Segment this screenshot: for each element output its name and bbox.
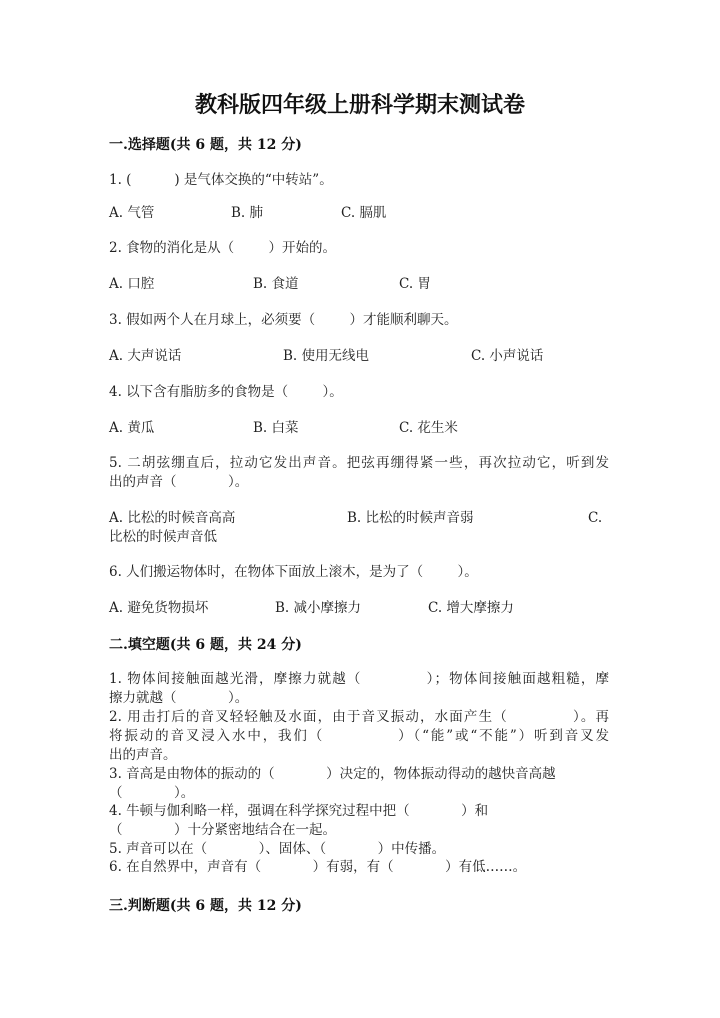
fill-line: （ ）。: [109, 785, 195, 801]
option-c: C. 膈肌: [341, 205, 387, 221]
option-c: C. 增大摩擦力: [428, 600, 514, 616]
fill-line: 6. 在自然界中，声音有（ ）有弱，有（ ）有低……。: [109, 859, 527, 875]
fill-line: 5. 声音可以在（ ）、固体、（ ）中传播。: [109, 841, 446, 857]
option-b: B. 白菜: [253, 420, 299, 436]
option-a: A. 口腔: [109, 276, 155, 292]
option-b: B. 比松的时候声音弱: [347, 510, 474, 526]
page-title: 教科版四年级上册科学期末测试卷: [194, 93, 525, 118]
option-b: B. 使用无线电: [283, 348, 370, 364]
question-stem: 3. 假如两个人在月球上，必须要（ ）才能顺利聊天。: [109, 312, 458, 328]
fill-line: 擦力就越（ ）。: [109, 690, 249, 706]
option-a: A. 黄瓜: [109, 420, 155, 436]
question-stem: 2. 食物的消化是从（ ）开始的。: [109, 240, 337, 256]
option-a: A. 避免货物损坏: [109, 600, 209, 616]
option-b: B. 食道: [253, 276, 299, 292]
question-stem-cont: 出的声音（ ）。: [109, 474, 249, 490]
fill-line: 出的声音。: [109, 747, 177, 763]
option-b: B. 减小摩擦力: [275, 600, 362, 616]
option-a: A. 大声说话: [109, 348, 182, 364]
section-heading-fill: 二.填空题(共 6 题，共 24 分): [109, 637, 302, 653]
option-a: A. 气管: [109, 205, 155, 221]
section-heading-judge: 三.判断题(共 6 题，共 12 分): [109, 898, 302, 914]
question-stem: 1. ( ) 是气体交换的“中转站”。: [109, 172, 333, 188]
question-stem: 5. 二胡弦绷直后，拉动它发出声音。把弦再绷得紧一些，再次拉动它，听到发: [109, 455, 609, 471]
fill-line: 4. 牛顿与伽利略一样，强调在科学探究过程中把（ ）和: [109, 803, 489, 819]
option-a: A. 比松的时候音高高: [109, 510, 236, 526]
fill-line: 3. 音高是由物体的振动的（ ）决定的，物体振动得动的越快音高越: [109, 766, 556, 782]
option-c: C. 花生米: [399, 420, 458, 436]
option-b: B. 肺: [231, 205, 264, 221]
option-c: C.: [588, 510, 603, 526]
fill-line: 2. 用击打后的音叉轻轻触及水面，由于音叉振动，水面产生（ ）。再: [109, 709, 609, 725]
option-c: C. 小声说话: [471, 348, 544, 364]
option-c: C. 胃: [399, 276, 431, 292]
question-stem: 6. 人们搬运物体时，在物体下面放上滚木，是为了（ ）。: [109, 564, 478, 580]
question-stem: 4. 以下含有脂肪多的食物是（ ）。: [109, 384, 343, 400]
section-heading-choice: 一.选择题(共 6 题，共 12 分): [109, 137, 302, 153]
option-c-text: 比松的时候声音低: [109, 529, 217, 545]
fill-line: 1. 物体间接触面越光滑，摩擦力就越（ ）；物体间接触面越粗糙，摩: [109, 671, 609, 687]
fill-line: （ ）十分紧密地结合在一起。: [109, 822, 336, 838]
fill-line: 将振动的音叉浸入水中，我们（ ）（“能”或“不能”）听到音叉发: [109, 728, 609, 744]
